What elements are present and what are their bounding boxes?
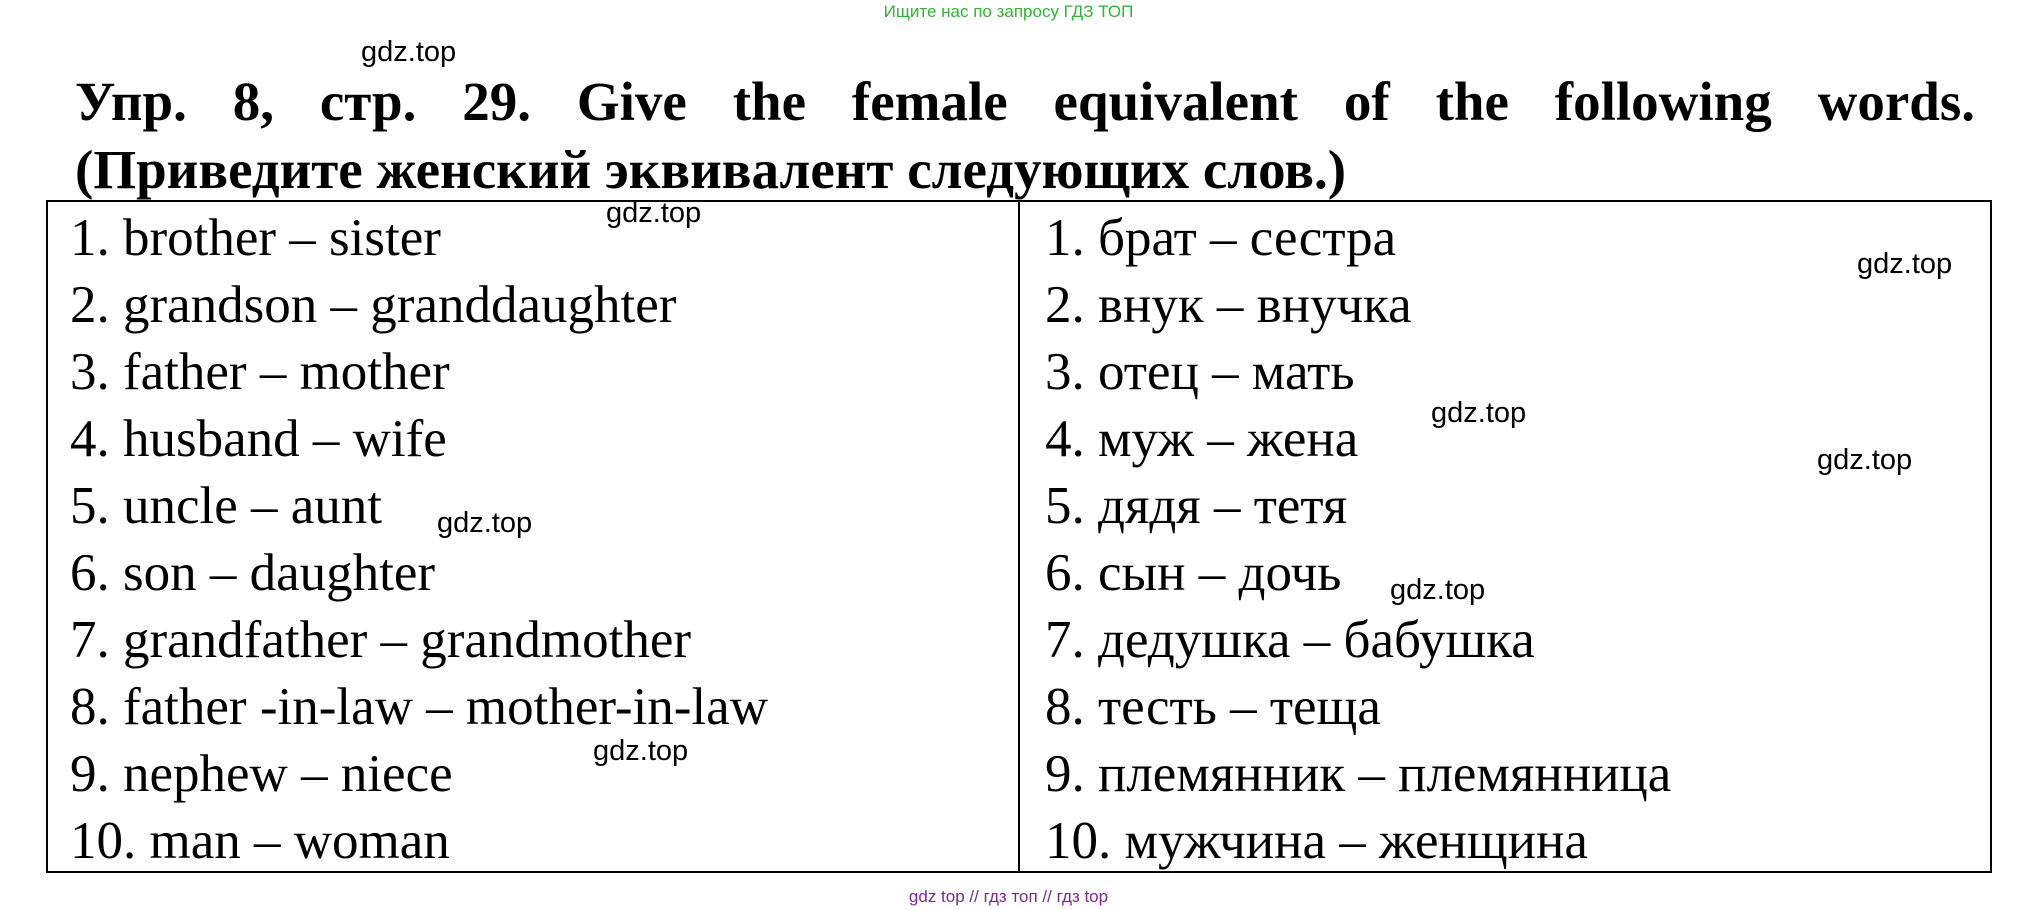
list-item: 9. племянник – племянница [1045,745,1672,803]
exercise-heading [75,68,1975,204]
list-item: 10. man – woman [70,812,450,870]
watermark: gdz.top [593,735,689,767]
list-item: 2. внук – внучка [1045,276,1412,334]
watermark: gdz.top [1817,444,1913,476]
list-item: 7. grandfather – grandmother [70,611,692,669]
list-item: 8. тесть – теща [1045,678,1381,736]
watermark: gdz.top [1857,248,1953,280]
english-column [70,205,768,875]
watermark: gdz.top [1390,574,1486,606]
list-item: 4. husband – wife [70,410,447,468]
list-item: 4. муж – жена [1045,410,1359,468]
list-item: 6. сын – дочь [1045,544,1342,602]
answer-table [46,197,1992,873]
heading-line-english: Упр. 8, стр. 29. Give the female equivalent of the following words. [75,71,1975,132]
list-item: 1. brother – sister [70,209,441,267]
footer-text: gdz top // гдз топ // гдз top [908,887,1109,906]
list-item: 8. father -in-law – mother-in-law [70,678,768,736]
watermark: gdz.top [361,36,457,68]
list-item: 3. отец – мать [1045,343,1355,401]
heading-line-russian: (Приведите женский эквивалент следующих слов.) [75,139,1347,200]
list-item: 7. дедушка – бабушка [1045,611,1535,669]
list-item: 9. nephew – niece [70,745,453,803]
list-item: 5. uncle – aunt [70,477,383,535]
list-item: 5. дядя – тетя [1045,477,1348,535]
list-item: 2. grandson – granddaughter [70,276,677,334]
watermark: gdz.top [606,197,702,229]
russian-column [1045,205,1671,875]
list-item: 6. son – daughter [70,544,436,602]
column-divider [1018,202,1020,871]
watermark: gdz.top [437,507,533,539]
watermark: gdz.top [1431,397,1527,429]
top-banner: Ищите нас по запросу ГДЗ ТОП [883,2,1134,21]
list-item: 3. father – mother [70,343,450,401]
list-item: 1. брат – сестра [1045,209,1397,267]
list-item: 10. мужчина – женщина [1045,812,1588,870]
